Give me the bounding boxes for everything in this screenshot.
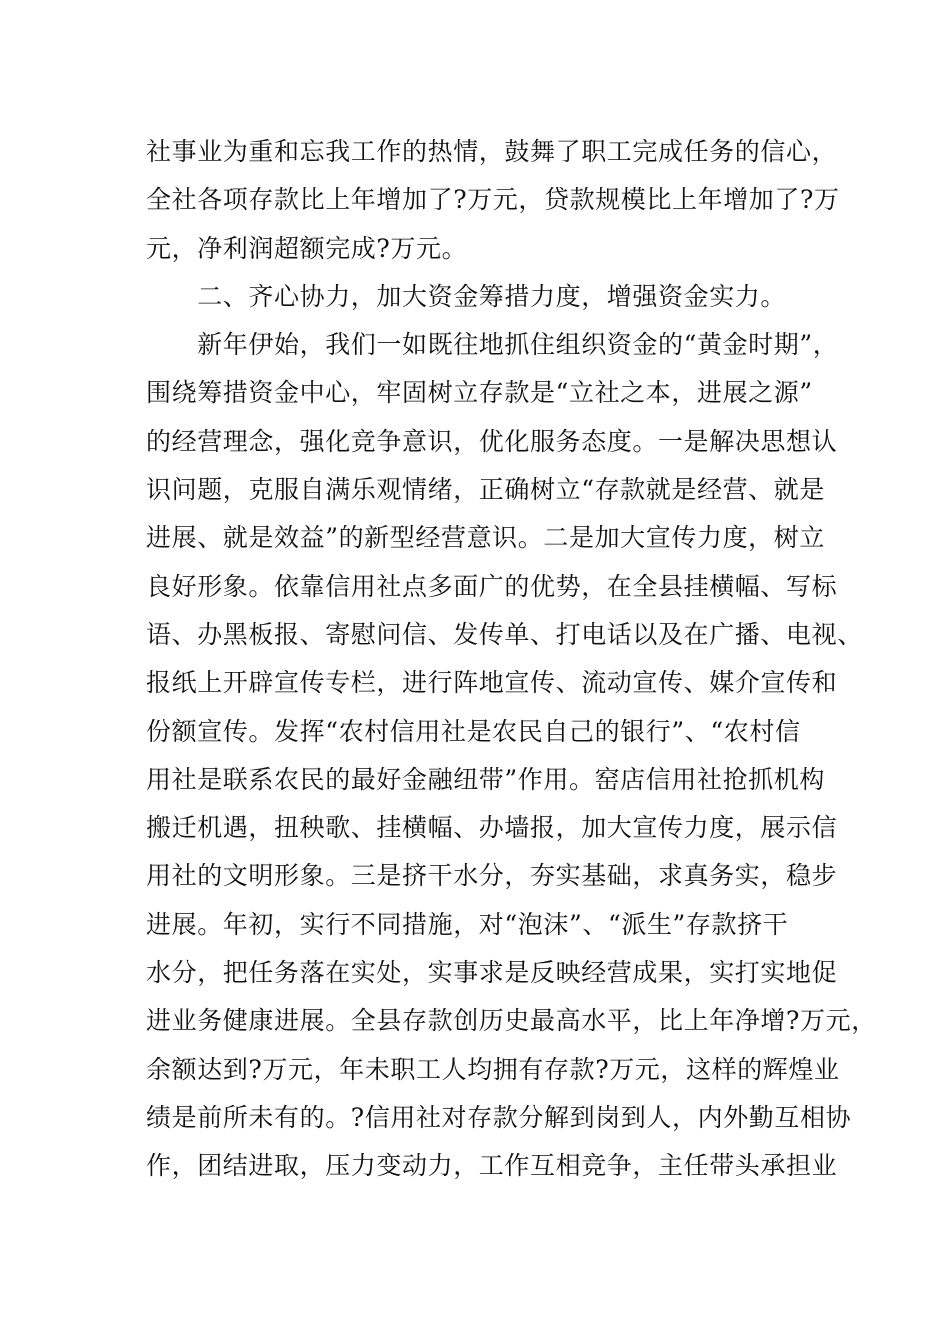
text-line: 余额达到?万元，年未职工人均拥有存款?万元，这样的辉煌业 <box>146 1054 840 1084</box>
text-line: 进展。年初，实行不同措施，对“泡沫”、“派生”存款挤干 <box>146 909 789 939</box>
text-line: 用社是联系农民的最好金融纽带”作用。窑店信用社抢抓机构 <box>146 764 825 794</box>
text-line: 份额宣传。发挥“农村信用社是农民自己的银行”、“农村信 <box>146 716 801 746</box>
text-line: 语、办黑板报、寄慰问信、发传单、打电话以及在广播、电视、 <box>146 619 863 649</box>
text-line: 良好形象。依靠信用社点多面广的优势，在全县挂横幅、写标 <box>146 571 838 601</box>
text-line: 元，净利润超额完成?万元。 <box>146 233 468 263</box>
text-line: 围绕筹措资金中心，牢固树立存款是“立社之本，进展之源” <box>146 378 813 408</box>
text-line: 全社各项存款比上年增加了?万元，贷款规模比上年增加了?万 <box>146 185 840 215</box>
text-line: 作，团结进取，压力变动力，工作互相竞争，主任带头承担业 <box>146 1151 838 1181</box>
text-line: 进展、就是效益”的新型经营意识。二是加大宣传力度，树立 <box>146 523 825 553</box>
text-line: 进业务健康进展。全县存款创历史最高水平，比上年净增?万元， <box>146 1006 877 1036</box>
text-line: 水分，把任务落在实处，实事求是反映经营成果，实打实地促 <box>146 958 838 988</box>
text-line: 的经营理念，强化竞争意识，优化服务态度。一是解决思想认 <box>146 426 838 456</box>
section-heading: 二、齐心协力，加大资金筹措力度，增强资金实力。 <box>146 281 787 311</box>
text-line: 用社的文明形象。三是挤干水分，夯实基础，求真务实，稳步 <box>146 861 838 891</box>
text-line: 识问题，克服自满乐观情绪，正确树立“存款就是经营、就是 <box>146 475 825 505</box>
text-line: 报纸上开辟宣传专栏，进行阵地宣传、流动宣传、媒介宣传和 <box>146 668 838 698</box>
text-line: 社事业为重和忘我工作的热情，鼓舞了职工完成任务的信心， <box>146 137 838 166</box>
text-line: 新年伊始，我们一如既往地抓住组织资金的“黄金时期”， <box>146 330 839 360</box>
text-line: 绩是前所未有的。?信用社对存款分解到岗到人，内外勤互相协 <box>146 1102 852 1132</box>
text-line: 搬迁机遇，扭秧歌、挂横幅、办墙报，加大宣传力度，展示信 <box>146 813 838 843</box>
body-text <box>146 128 877 1191</box>
